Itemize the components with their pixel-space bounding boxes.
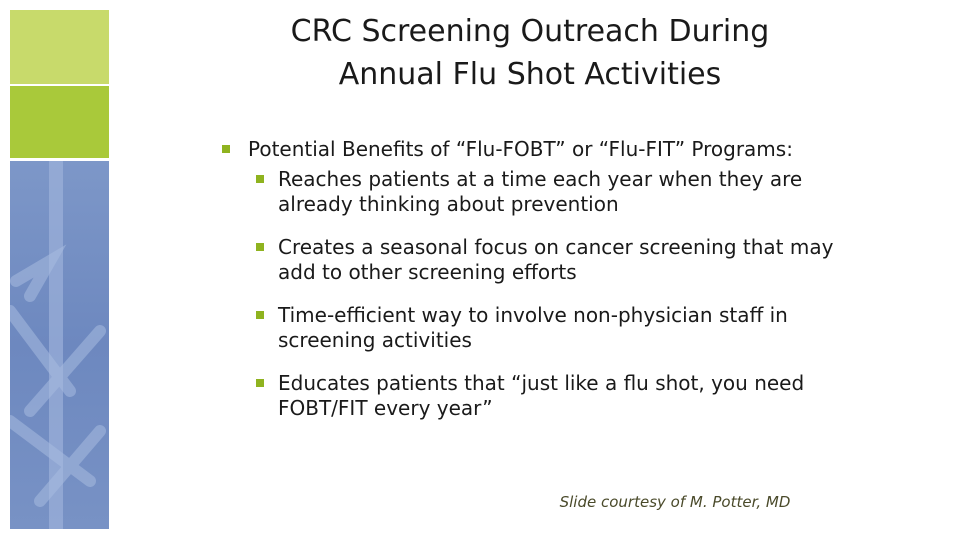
- slide-content: [222, 137, 862, 439]
- decorative-band-top: [10, 10, 109, 84]
- sub-bullet-text: Time-efficient way to involve non-physician staff in screening activities: [278, 303, 788, 352]
- square-bullet-icon: [222, 145, 230, 153]
- sub-bullet-text: Reaches patients at a time each year when they are already thinking about prevention: [278, 167, 803, 216]
- main-bullet: [222, 137, 862, 162]
- sub-bullet-item: [256, 235, 862, 285]
- slide-credit: Slide courtesy of M. Potter, MD: [559, 493, 791, 511]
- main-bullet-text: Potential Benefits of “Flu-FOBT” or “Flu-FIT” Programs:: [248, 137, 793, 161]
- decorative-band-middle: [10, 86, 109, 158]
- slide-title: [250, 10, 810, 96]
- sub-bullet-item: [256, 303, 862, 353]
- square-bullet-icon: [256, 243, 264, 251]
- sub-bullet-item: [256, 371, 862, 421]
- sub-bullet-text: Educates patients that “just like a flu shot, you need FOBT/FIT every year”: [278, 371, 805, 420]
- title-line-1: CRC Screening Outreach During: [290, 14, 770, 49]
- sub-bullet-text: Creates a seasonal focus on cancer screening that may add to other screening efforts: [278, 235, 834, 284]
- square-bullet-icon: [256, 379, 264, 387]
- sub-bullet-list: [222, 167, 862, 421]
- square-bullet-icon: [256, 311, 264, 319]
- title-line-2: Annual Flu Shot Activities: [338, 57, 722, 92]
- square-bullet-icon: [256, 175, 264, 183]
- caduceus-watermark-icon: [10, 161, 109, 529]
- sub-bullet-item: [256, 167, 862, 217]
- decorative-band-bottom: [10, 161, 109, 529]
